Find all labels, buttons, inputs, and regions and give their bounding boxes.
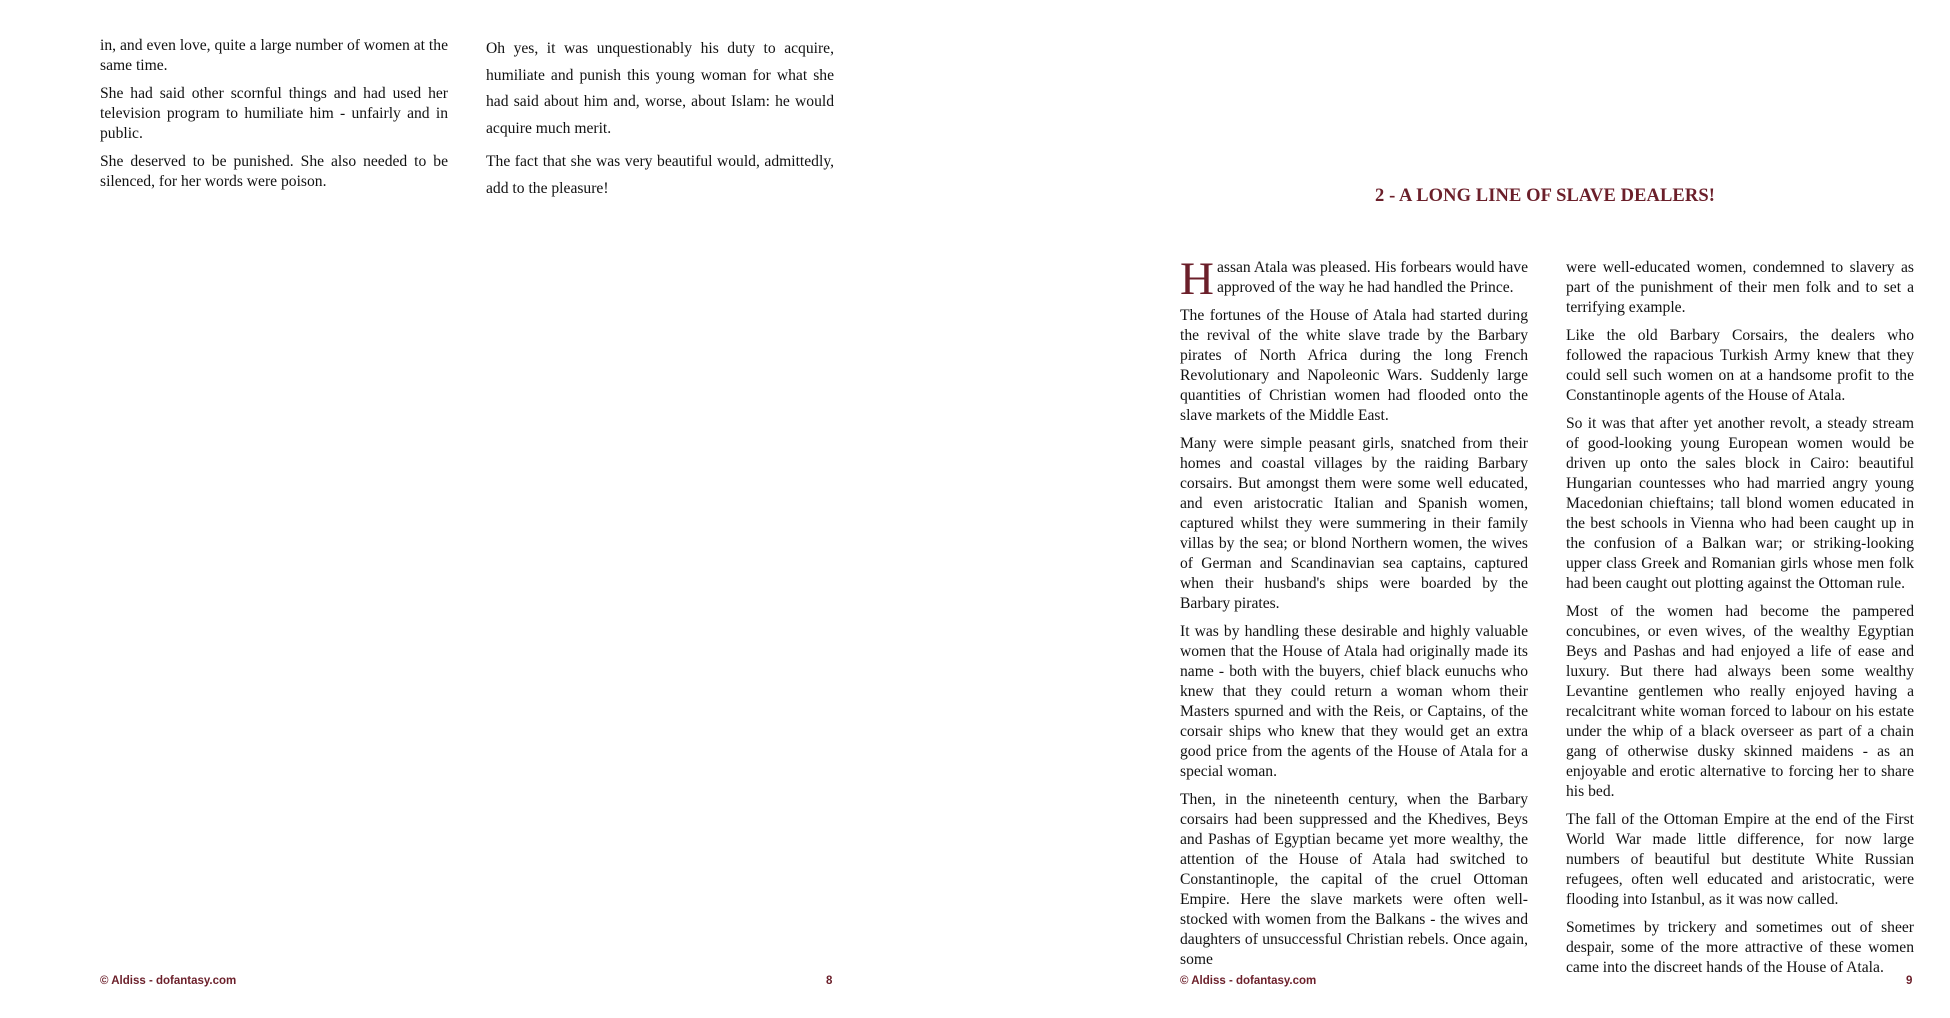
paragraph: The fortunes of the House of Atala had started during the revival of the white slave trade by the Barbary pirates of North Africa during the long French Revolutionary and Napoleonic Wars. Suddenly large quantities of Christian women had flooded onto the slave markets of the Middle East. xyxy=(1180,307,1528,424)
paragraph: So it was that after yet another revolt, a steady stream of good-looking young European women would be driven up onto the sales block in Cairo: beautiful Hungarian countesses who had married angry young Macedonian chieftains; tall blond women educated in the best schools in Vienna who had been caught up in the confusion of a Balkan war; or striking-looking upper class Greek and Romanian girls whose men folk had been caught out plotting against the Ottoman rule. xyxy=(1566,415,1914,592)
first-paragraph-text: assan Atala was pleased. His forbears would have approved of the way he had handled the Prince. xyxy=(1216,259,1528,296)
left-page-column-1 xyxy=(100,36,448,200)
right-page-number: 9 xyxy=(1906,975,1913,987)
paragraph: The fall of the Ottoman Empire at the end of the First World War made little difference, for now large numbers of beautiful but destitute White Russian refugees, often well educated and aristocratic, were flooding into Istanbul, as it was now called. xyxy=(1566,811,1914,908)
first-paragraph xyxy=(1180,253,1528,305)
paragraph: She deserved to be punished. She also needed to be silenced, for her words were poison. xyxy=(100,153,448,190)
paragraph: in, and even love, quite a large number of women at the same time. xyxy=(100,37,448,74)
paragraph: Like the old Barbary Corsairs, the dealers who followed the rapacious Turkish Army knew that they could sell such women on at a handsome profit to the Constantinople agents of the House of Atala. xyxy=(1566,327,1914,404)
left-page-number: 8 xyxy=(826,975,833,987)
right-page-column-2 xyxy=(1566,258,1914,986)
paragraph: Sometimes by trickery and sometimes out of sheer despair, some of the more attractive of these women came into the discreet hands of the House of Atala. xyxy=(1566,919,1914,976)
paragraph: It was by handling these desirable and highly valuable women that the House of Atala had originally made its name - both with the buyers, chief black eunuchs who knew that they could return a woman whom their Masters spurned and with the Reis, or Captains, of the corsair ships who knew that they would get an extra good price from the agents of the House of Atala for a special woman. xyxy=(1180,623,1528,780)
dropcap-letter: H xyxy=(1180,253,1214,305)
chapter-title: 2 - A LONG LINE OF SLAVE DEALERS! xyxy=(1375,186,1715,206)
paragraph: were well-educated women, condemned to slavery as part of the punishment of their men folk and to set a terrifying example. xyxy=(1566,259,1914,316)
paragraph: The fact that she was very beautiful would, admittedly, add to the pleasure! xyxy=(486,153,834,197)
left-page-column-2 xyxy=(486,36,834,209)
right-page-column-1 xyxy=(1180,253,1528,978)
left-footer-copyright: © Aldiss - dofantasy.com xyxy=(100,975,237,987)
right-footer-copyright: © Aldiss - dofantasy.com xyxy=(1180,975,1317,987)
paragraph: Many were simple peasant girls, snatched from their homes and coastal villages by the raiding Barbary corsairs. But amongst them were some well educated, and even aristocratic Italian and Spanish women, captured whilst they were summering in their family villas by the sea; or blond Northern women, the wives of German and Scandinavian sea captains, captured when their husband's ships were boarded by the Barbary pirates. xyxy=(1180,435,1528,612)
paragraph: Oh yes, it was unquestionably his duty to acquire, humiliate and punish this young woman for what she had said about him and, worse, about Islam: he would acquire much merit. xyxy=(486,40,834,137)
paragraph: Most of the women had become the pampered concubines, or even wives, of the wealthy Egyptian Beys and Pashas and had enjoyed a life of ease and luxury. But there had always been some wealthy Levantine gentlemen who really enjoyed having a recalcitrant white woman forced to labour on his estate under the whip of a black overseer as part of a chain gang of otherwise dusky skinned maidens - as an enjoyable and erotic alternative to forcing her to share his bed. xyxy=(1566,603,1914,800)
paragraph: Then, in the nineteenth century, when the Barbary corsairs had been suppressed and the Khedives, Beys and Pashas of Egyptian became yet more wealthy, the attention of the House of Atala had switched to Constantinople, the capital of the cruel Ottoman Empire. Here the slave markets were often well-stocked with women from the Balkans - the wives and daughters of unsuccessful Christian rebels. Once again, some xyxy=(1180,791,1528,968)
paragraph: She had said other scornful things and had used her television program to humiliate him - unfairly and in public. xyxy=(100,85,448,142)
